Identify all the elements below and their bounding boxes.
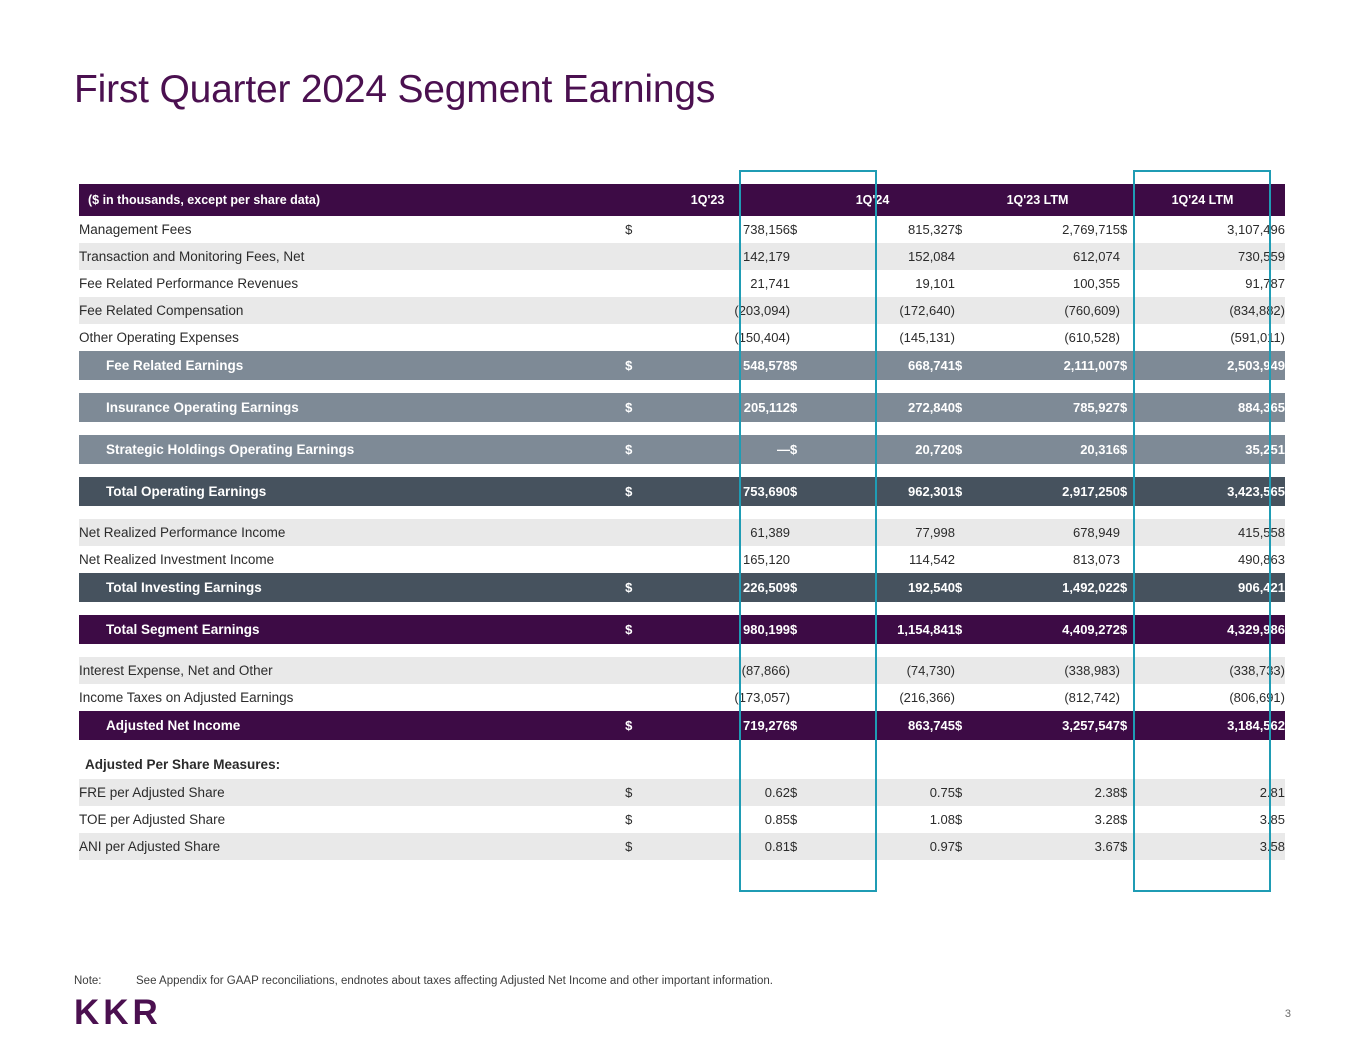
row-label: Fee Related Performance Revenues	[79, 270, 625, 297]
row-currency-symbol	[625, 657, 655, 684]
row-currency-symbol: $	[625, 351, 655, 380]
row-value: 2.38	[985, 779, 1120, 806]
row-currency-symbol	[955, 519, 985, 546]
table-spacer-row	[79, 506, 1285, 519]
spacer-cell	[79, 506, 1285, 519]
table-spacer-row	[79, 422, 1285, 435]
row-currency-symbol	[1120, 270, 1150, 297]
row-label: Income Taxes on Adjusted Earnings	[79, 684, 625, 711]
row-label: Interest Expense, Net and Other	[79, 657, 625, 684]
table-row	[79, 684, 1285, 711]
row-value: 0.85	[655, 806, 790, 833]
row-value: 21,741	[655, 270, 790, 297]
row-value	[985, 749, 1120, 779]
row-value: 3,257,547	[985, 711, 1120, 740]
table-row	[79, 324, 1285, 351]
row-value: 100,355	[985, 270, 1120, 297]
row-currency-symbol	[1120, 546, 1150, 573]
spacer-cell	[79, 422, 1285, 435]
row-value: 226,509	[655, 573, 790, 602]
kkr-logo: KKR	[74, 993, 162, 1032]
table-row	[79, 270, 1285, 297]
row-value: 730,559	[1150, 243, 1285, 270]
row-currency-symbol	[790, 749, 820, 779]
table-spacer-row	[79, 644, 1285, 657]
table-row	[79, 519, 1285, 546]
footnote	[74, 975, 773, 987]
row-currency-symbol: $	[625, 216, 655, 243]
row-value: (173,057)	[655, 684, 790, 711]
row-currency-symbol: $	[955, 573, 985, 602]
row-label: TOE per Adjusted Share	[79, 806, 625, 833]
row-currency-symbol	[790, 297, 820, 324]
row-value: (812,742)	[985, 684, 1120, 711]
row-label: Adjusted Per Share Measures:	[79, 749, 625, 779]
row-currency-symbol: $	[1120, 711, 1150, 740]
row-currency-symbol	[955, 243, 985, 270]
row-currency-symbol: $	[790, 833, 820, 860]
table-row	[79, 779, 1285, 806]
row-currency-symbol: $	[1120, 833, 1150, 860]
row-currency-symbol: $	[625, 477, 655, 506]
row-value: 980,199	[655, 615, 790, 644]
row-currency-symbol	[1120, 297, 1150, 324]
row-currency-symbol: $	[1120, 615, 1150, 644]
row-value: 205,112	[655, 393, 790, 422]
row-value: (216,366)	[820, 684, 955, 711]
row-value: (172,640)	[820, 297, 955, 324]
row-currency-symbol: $	[625, 711, 655, 740]
row-currency-symbol	[625, 243, 655, 270]
row-value: 20,720	[820, 435, 955, 464]
row-label: Other Operating Expenses	[79, 324, 625, 351]
row-value: (760,609)	[985, 297, 1120, 324]
table-row	[79, 477, 1285, 506]
table-row	[79, 749, 1285, 779]
row-currency-symbol: $	[955, 477, 985, 506]
row-value: 35,251	[1150, 435, 1285, 464]
table-spacer-row	[79, 740, 1285, 749]
row-currency-symbol: $	[1120, 477, 1150, 506]
row-label: Fee Related Compensation	[79, 297, 625, 324]
row-value: 548,578	[655, 351, 790, 380]
row-currency-symbol	[790, 324, 820, 351]
row-currency-symbol: $	[955, 779, 985, 806]
table-spacer-row	[79, 602, 1285, 615]
row-value: 863,745	[820, 711, 955, 740]
row-currency-symbol	[955, 684, 985, 711]
row-value: (145,131)	[820, 324, 955, 351]
row-value: 192,540	[820, 573, 955, 602]
row-currency-symbol: $	[790, 711, 820, 740]
row-value: (74,730)	[820, 657, 955, 684]
row-currency-symbol: $	[790, 393, 820, 422]
row-currency-symbol: $	[955, 351, 985, 380]
row-value: 2,503,949	[1150, 351, 1285, 380]
row-value: 91,787	[1150, 270, 1285, 297]
row-currency-symbol	[790, 243, 820, 270]
row-currency-symbol	[625, 297, 655, 324]
row-label: Fee Related Earnings	[79, 351, 625, 380]
row-currency-symbol	[625, 270, 655, 297]
table-row	[79, 393, 1285, 422]
row-currency-symbol: $	[1120, 806, 1150, 833]
row-currency-symbol	[790, 546, 820, 573]
table-row	[79, 615, 1285, 644]
row-value: 4,409,272	[985, 615, 1120, 644]
row-value: 3.28	[985, 806, 1120, 833]
row-currency-symbol: $	[1120, 351, 1150, 380]
table-row	[79, 711, 1285, 740]
row-currency-symbol: $	[790, 806, 820, 833]
column-header-1q24-ltm: 1Q'24 LTM	[1120, 184, 1285, 216]
row-currency-symbol: $	[790, 216, 820, 243]
row-value: 77,998	[820, 519, 955, 546]
row-currency-symbol	[1120, 324, 1150, 351]
row-currency-symbol: $	[955, 435, 985, 464]
row-value: 3,184,562	[1150, 711, 1285, 740]
row-value: (806,691)	[1150, 684, 1285, 711]
row-label: ANI per Adjusted Share	[79, 833, 625, 860]
table-row	[79, 573, 1285, 602]
row-value	[820, 749, 955, 779]
row-label: Net Realized Investment Income	[79, 546, 625, 573]
row-value: 612,074	[985, 243, 1120, 270]
row-value: 813,073	[985, 546, 1120, 573]
row-currency-symbol	[955, 749, 985, 779]
row-currency-symbol: $	[955, 711, 985, 740]
row-label: Total Operating Earnings	[79, 477, 625, 506]
row-currency-symbol: $	[625, 393, 655, 422]
column-header-1q24: 1Q'24	[790, 184, 955, 216]
row-value: 152,084	[820, 243, 955, 270]
row-currency-symbol: $	[790, 435, 820, 464]
row-currency-symbol: $	[790, 779, 820, 806]
row-currency-symbol	[625, 749, 655, 779]
row-currency-symbol: $	[625, 779, 655, 806]
row-value: 2.81	[1150, 779, 1285, 806]
row-label: Management Fees	[79, 216, 625, 243]
row-label: FRE per Adjusted Share	[79, 779, 625, 806]
row-label: Net Realized Performance Income	[79, 519, 625, 546]
row-currency-symbol: $	[625, 573, 655, 602]
table-body	[79, 184, 1285, 860]
row-value: (338,733)	[1150, 657, 1285, 684]
row-label: Insurance Operating Earnings	[79, 393, 625, 422]
row-currency-symbol	[955, 270, 985, 297]
row-currency-symbol	[1120, 243, 1150, 270]
table-row	[79, 216, 1285, 243]
row-value: 4,329,986	[1150, 615, 1285, 644]
row-value: (834,882)	[1150, 297, 1285, 324]
row-currency-symbol	[625, 684, 655, 711]
row-value: 0.75	[820, 779, 955, 806]
row-currency-symbol	[790, 684, 820, 711]
row-value: 3.67	[985, 833, 1120, 860]
row-value: 142,179	[655, 243, 790, 270]
row-currency-symbol: $	[1120, 435, 1150, 464]
row-value: 719,276	[655, 711, 790, 740]
row-value: 19,101	[820, 270, 955, 297]
row-value: 0.81	[655, 833, 790, 860]
row-currency-symbol: $	[955, 833, 985, 860]
column-header-1q23: 1Q'23	[625, 184, 790, 216]
spacer-cell	[79, 380, 1285, 393]
row-value: (591,011)	[1150, 324, 1285, 351]
spacer-cell	[79, 644, 1285, 657]
table-row	[79, 657, 1285, 684]
row-value: 962,301	[820, 477, 955, 506]
row-value	[1150, 749, 1285, 779]
table-header-units: ($ in thousands, except per share data)	[79, 184, 625, 216]
row-currency-symbol	[1120, 749, 1150, 779]
table-row	[79, 351, 1285, 380]
row-currency-symbol: $	[1120, 779, 1150, 806]
row-value: 20,316	[985, 435, 1120, 464]
row-value: 3,107,496	[1150, 216, 1285, 243]
row-value: (87,866)	[655, 657, 790, 684]
row-value: 165,120	[655, 546, 790, 573]
segment-earnings-table-container	[79, 184, 1285, 860]
row-value: (610,528)	[985, 324, 1120, 351]
row-value: (203,094)	[655, 297, 790, 324]
row-value: 2,917,250	[985, 477, 1120, 506]
row-currency-symbol: $	[790, 615, 820, 644]
row-value: 678,949	[985, 519, 1120, 546]
row-currency-symbol: $	[955, 216, 985, 243]
row-currency-symbol: $	[955, 806, 985, 833]
table-row	[79, 833, 1285, 860]
row-value: 3,423,565	[1150, 477, 1285, 506]
row-currency-symbol	[1120, 519, 1150, 546]
column-header-1q23-ltm: 1Q'23 LTM	[955, 184, 1120, 216]
row-label: Total Investing Earnings	[79, 573, 625, 602]
row-label: Transaction and Monitoring Fees, Net	[79, 243, 625, 270]
row-value: 884,365	[1150, 393, 1285, 422]
row-currency-symbol	[955, 297, 985, 324]
row-value: 753,690	[655, 477, 790, 506]
table-header-row	[79, 184, 1285, 216]
spacer-cell	[79, 740, 1285, 749]
row-currency-symbol	[625, 324, 655, 351]
row-value: 2,769,715	[985, 216, 1120, 243]
table-row	[79, 297, 1285, 324]
row-label: Total Segment Earnings	[79, 615, 625, 644]
row-value: 61,389	[655, 519, 790, 546]
row-currency-symbol: $	[625, 806, 655, 833]
row-currency-symbol: $	[1120, 393, 1150, 422]
row-currency-symbol: $	[790, 573, 820, 602]
page-title: First Quarter 2024 Segment Earnings	[74, 68, 716, 111]
row-value: 114,542	[820, 546, 955, 573]
row-currency-symbol: $	[625, 435, 655, 464]
row-value: 738,156	[655, 216, 790, 243]
row-currency-symbol: $	[955, 393, 985, 422]
row-value: 1,154,841	[820, 615, 955, 644]
footnote-text: See Appendix for GAAP reconciliations, endnotes about taxes affecting Adjusted Net Income and other important information.	[136, 975, 773, 987]
row-currency-symbol	[625, 546, 655, 573]
row-currency-symbol: $	[790, 351, 820, 380]
row-currency-symbol	[790, 657, 820, 684]
row-currency-symbol: $	[625, 833, 655, 860]
row-value: (150,404)	[655, 324, 790, 351]
row-value: 3.58	[1150, 833, 1285, 860]
row-currency-symbol	[955, 657, 985, 684]
row-currency-symbol	[1120, 684, 1150, 711]
row-value: 815,327	[820, 216, 955, 243]
table-row	[79, 806, 1285, 833]
row-currency-symbol: $	[1120, 573, 1150, 602]
row-currency-symbol: $	[955, 615, 985, 644]
page-number: 3	[1284, 1008, 1291, 1020]
row-value: 2,111,007	[985, 351, 1120, 380]
row-value: 1.08	[820, 806, 955, 833]
footnote-label: Note:	[74, 975, 102, 987]
row-currency-symbol	[790, 270, 820, 297]
row-currency-symbol	[790, 519, 820, 546]
row-value: 3.85	[1150, 806, 1285, 833]
row-currency-symbol: $	[790, 477, 820, 506]
spacer-cell	[79, 464, 1285, 477]
row-currency-symbol	[955, 546, 985, 573]
row-label: Strategic Holdings Operating Earnings	[79, 435, 625, 464]
row-value: —	[655, 435, 790, 464]
row-value: 272,840	[820, 393, 955, 422]
table-row	[79, 546, 1285, 573]
segment-earnings-table	[79, 184, 1285, 860]
row-currency-symbol	[1120, 657, 1150, 684]
row-currency-symbol	[955, 324, 985, 351]
row-value: 490,863	[1150, 546, 1285, 573]
table-row	[79, 243, 1285, 270]
row-value: 415,558	[1150, 519, 1285, 546]
row-currency-symbol: $	[625, 615, 655, 644]
row-value: 906,421	[1150, 573, 1285, 602]
table-row	[79, 435, 1285, 464]
table-spacer-row	[79, 464, 1285, 477]
row-value	[655, 749, 790, 779]
spacer-cell	[79, 602, 1285, 615]
row-value: 0.97	[820, 833, 955, 860]
row-currency-symbol: $	[1120, 216, 1150, 243]
row-value: 1,492,022	[985, 573, 1120, 602]
row-value: (338,983)	[985, 657, 1120, 684]
row-value: 785,927	[985, 393, 1120, 422]
row-label: Adjusted Net Income	[79, 711, 625, 740]
table-spacer-row	[79, 380, 1285, 393]
row-value: 668,741	[820, 351, 955, 380]
row-value: 0.62	[655, 779, 790, 806]
row-currency-symbol	[625, 519, 655, 546]
